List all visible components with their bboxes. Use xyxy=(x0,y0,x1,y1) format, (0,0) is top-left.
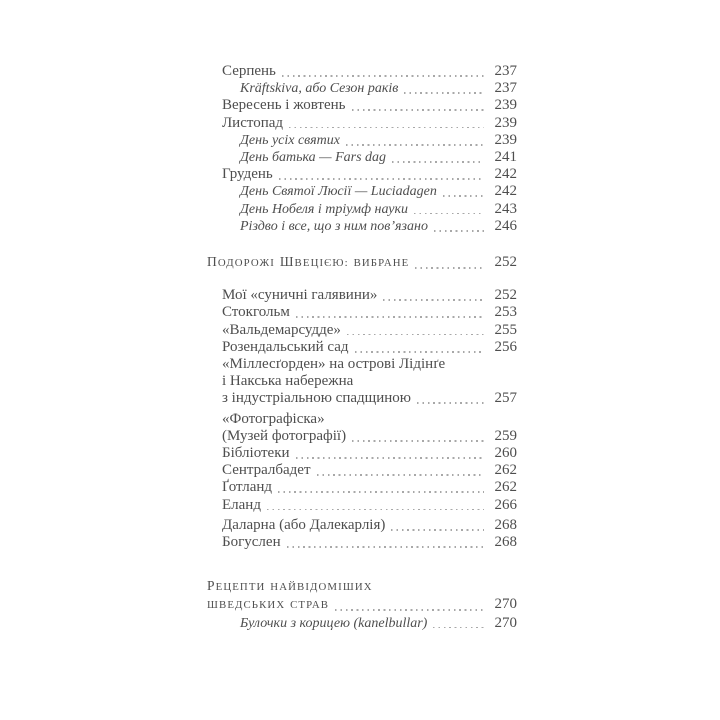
toc-row xyxy=(207,615,517,632)
dot-leader xyxy=(391,517,484,534)
toc-entry-label: Булочки з корицею (kanelbullar) xyxy=(240,615,428,631)
toc-entry-label: Еланд xyxy=(222,496,261,513)
toc-page-number: 243 xyxy=(494,200,517,217)
toc-entry-label: Вересень і жовтень xyxy=(222,97,346,114)
toc-page-number: 270 xyxy=(494,614,517,631)
dot-leader xyxy=(434,218,484,235)
toc-page-number: 242 xyxy=(494,166,517,183)
toc-section-label: РЕЦЕПТИ НАЙВІДОМІШИХ xyxy=(207,578,373,594)
toc-page-number: 257 xyxy=(494,390,517,407)
dot-leader xyxy=(404,80,484,97)
toc-row xyxy=(207,304,517,321)
toc-page-number: 256 xyxy=(494,338,517,355)
toc-row xyxy=(207,373,517,390)
toc-row xyxy=(207,479,517,496)
dot-leader xyxy=(346,132,484,149)
toc-row xyxy=(207,97,517,114)
toc-entry-label: День усіх святих xyxy=(240,132,340,148)
toc-row xyxy=(207,63,517,80)
toc-page-number: 268 xyxy=(494,534,517,551)
toc-page-number: 237 xyxy=(494,80,517,97)
toc-page-number: 239 xyxy=(494,131,517,148)
toc-row xyxy=(207,201,517,218)
toc-entry-label: День батька — Fars dag xyxy=(240,150,387,166)
dot-leader xyxy=(347,322,484,339)
toc-entry-label: з індустріальною спадщиною xyxy=(222,390,411,407)
toc-page-number: 259 xyxy=(494,427,517,444)
toc-page-number: 253 xyxy=(494,304,517,321)
toc-section-label: ПОДОРОЖІ ШВЕЦІЄЮ: ВИБРАНЕ xyxy=(207,254,410,270)
dot-leader xyxy=(352,97,484,114)
toc-entry-label: Мої «суничні галявини» xyxy=(222,287,378,304)
toc-page-number: 255 xyxy=(494,321,517,338)
toc-row xyxy=(207,534,517,551)
dot-leader xyxy=(335,596,484,614)
toc-entry-label: Богуслен xyxy=(222,534,281,551)
toc-row xyxy=(207,183,517,200)
dot-leader xyxy=(417,390,484,407)
toc-entry-label: Даларна (або Далекарлія) xyxy=(222,516,386,533)
dot-leader xyxy=(279,166,484,183)
toc-entry-label: Грудень xyxy=(222,166,273,183)
toc-row xyxy=(207,253,517,272)
dot-leader xyxy=(352,428,484,445)
toc-page-number: 262 xyxy=(494,479,517,496)
toc-row xyxy=(207,80,517,97)
dot-leader xyxy=(392,149,484,166)
dot-leader xyxy=(278,479,484,496)
toc-entry-label: День Нобеля і тріумф науки xyxy=(240,201,409,217)
dot-leader xyxy=(267,497,484,514)
toc-row xyxy=(207,517,517,534)
dot-leader xyxy=(317,462,484,479)
toc-page-number: 241 xyxy=(494,149,517,166)
dot-leader xyxy=(287,534,484,551)
toc-entry-label: Розендальський сад xyxy=(222,338,349,355)
toc-page-number: 260 xyxy=(494,445,517,462)
toc-row xyxy=(207,339,517,356)
toc-page-number: 239 xyxy=(494,114,517,131)
toc-page-number: 246 xyxy=(494,217,517,234)
toc-entry-label: (Музей фотографії) xyxy=(222,427,347,444)
toc-entry-label: Стокгольм xyxy=(222,304,290,321)
toc-entry-label: Бібліотеки xyxy=(222,445,290,462)
toc-row xyxy=(207,411,517,428)
toc-row xyxy=(207,322,517,339)
toc-row xyxy=(207,462,517,479)
toc-row xyxy=(207,445,517,462)
table-of-contents xyxy=(207,63,517,632)
toc-entry-label: Ґотланд xyxy=(222,479,273,496)
toc-row xyxy=(207,115,517,132)
dot-leader xyxy=(383,287,484,304)
toc-page-number: 252 xyxy=(494,287,517,304)
dot-leader xyxy=(355,339,484,356)
toc-row xyxy=(207,132,517,149)
dot-leader xyxy=(282,63,484,80)
toc-row xyxy=(207,390,517,407)
dot-leader xyxy=(443,183,484,200)
toc-row xyxy=(207,577,517,596)
dot-leader xyxy=(296,304,484,321)
toc-entry-label: День Святої Люсії — Luciadagen xyxy=(240,184,437,200)
toc-entry-label: Сентралбадет xyxy=(222,462,311,479)
toc-page-number: 262 xyxy=(494,462,517,479)
toc-page-number: 237 xyxy=(494,63,517,79)
toc-section-label: ШВЕДСЬКИХ СТРАВ xyxy=(207,599,330,612)
toc-page-number: 268 xyxy=(494,516,517,533)
toc-row xyxy=(207,166,517,183)
toc-row xyxy=(207,497,517,514)
toc-row xyxy=(207,356,517,373)
toc-entry-label: і Накська набережна xyxy=(222,373,354,390)
toc-entry-label: Різдво і все, що з ним пов’язано xyxy=(240,218,428,234)
toc-page-number: 270 xyxy=(494,596,517,613)
toc-row xyxy=(207,149,517,166)
toc-page-number: 252 xyxy=(494,254,517,271)
toc-entry-label: «Вальдемарсудде» xyxy=(222,321,341,338)
toc-entry-label: «Міллесґорден» на острові Лідінґе xyxy=(222,356,446,373)
dot-leader xyxy=(414,201,484,218)
toc-entry-label: Kräftskiva, або Сезон раків xyxy=(240,81,399,97)
toc-entry-label: «Фотографіска» xyxy=(222,410,325,427)
toc-row xyxy=(207,596,517,614)
dot-leader xyxy=(433,615,484,632)
toc-row xyxy=(207,218,517,235)
toc-page-number: 242 xyxy=(494,183,517,200)
toc-page-number: 239 xyxy=(494,97,517,114)
toc-row xyxy=(207,287,517,304)
dot-leader xyxy=(296,445,484,462)
toc-page-number: 266 xyxy=(494,496,517,513)
dot-leader xyxy=(289,115,484,132)
toc-entry-label: Серпень xyxy=(222,63,276,79)
toc-entry-label: Листопад xyxy=(222,114,284,131)
toc-row xyxy=(207,428,517,445)
dot-leader xyxy=(415,253,484,272)
